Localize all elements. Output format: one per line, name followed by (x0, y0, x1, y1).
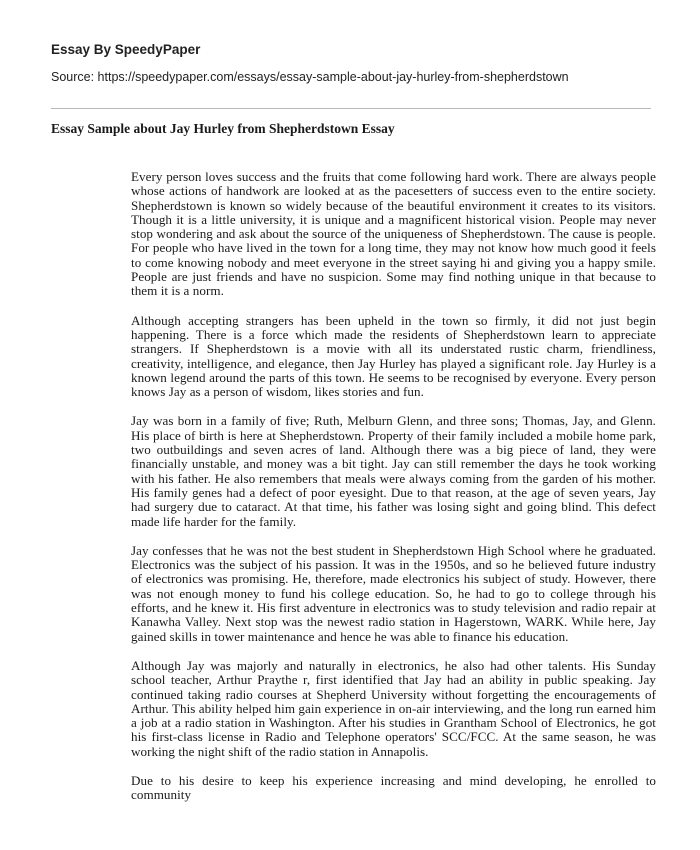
paragraph-4: Jay confesses that he was not the best student in Shepherdstown High School where he graduated. Electronics was the subject of his passion. It was in the 1950s, and so he believed future industry of electronics was promising. He, therefore, made electronics his subject of study. However, there was not enough money to fund his college education. So, he had to go to college through his efforts, and he knew it. His first adventure in electronics was to study television and radio repair at Kanawha Valley. Next stop was the newest radio station in Hagerstown, WARK. While here, Jay gained skills in tower maintenance and hence he was able to finance his education. (131, 542, 656, 644)
paragraph-5: Although Jay was majorly and naturally in electronics, he also had other talents. His Sunday school teacher, Arthur Praythe r, first identified that Jay had an ability in public speaking. Jay continued taking radio courses at Shepherd University without forgetting the encouragements of Arthur. This ability helped him gain experience in on-air interviewing, and the long run earned him a job at a radio station in Washington. After his studies in Grantham School of Electronics, he got his first-class license in Radio and Telephone operators' SCC/FCC. At the same season, he was working the night shift of the radio station in Annapolis. (131, 657, 656, 759)
paragraph-1: Every person loves success and the fruits that come following hard work. There are always people whose actions of handwork are looked at as the pacesetters of success even to the entire society. Shepherdstown is known so widely because of the beautiful environment it creates to its visitors. Though it is a little university, it is unique and a magnificent historical vision. People may never stop wondering and ask about the source of the uniqueness of Shepherdstown. The cause is people. For people who have lived in the town for a long time, they may not know how much good it feels to come knowing nobody and meet everyone in the street saying hi and giving you a happy smile. People are just friends and have no suspicion. Some may find nothing unique in that because to them it is a norm. (131, 169, 656, 299)
brand-title: Essay By SpeedyPaper (51, 42, 201, 57)
paragraph-3: Jay was born in a family of five; Ruth, Melburn Glenn, and three sons; Thomas, Jay, and Glenn. His place of birth is here at Shepherdstown. Property of their family included a mobile home park, two outbuildings and seven acres of land. Although there was a big piece of land, they were financially unstable, and money was a bit tight. Jay can still remember the days he took working with his father. He also remembers that meals were always coming from the garden of his mother. His family genes had a defect of poor eyesight. Due to that reason, at the age of seven years, Jay had surgery due to cataract. At that time, his father was losing sight and going blind. This defect made life harder for the family. (131, 413, 656, 529)
header-divider (51, 108, 651, 109)
essay-title: Essay Sample about Jay Hurley from Shepherdstown Essay (51, 121, 395, 136)
paragraph-6: Due to his desire to keep his experience increasing and mind developing, he enrolled to community (131, 772, 656, 803)
source-line: Source: https://speedypaper.com/essays/essay-sample-about-jay-hurley-from-shepherdstown (51, 70, 569, 84)
essay-body (131, 170, 656, 818)
paragraph-2: Although accepting strangers has been upheld in the town so firmly, it did not just begin happening. There is a force which made the residents of Shepherdstown learn to appreciate strangers. If Shepherdstown is a movie with all its understated rustic charm, friendliness, creativity, intelligence, and elegance, then Jay Hurley has played a significant role. Jay Hurley is a known legend around the parts of this town. He seems to be recognised by everyone. Every person knows Jay as a person of wisdom, likes stories and fun. (131, 312, 656, 400)
